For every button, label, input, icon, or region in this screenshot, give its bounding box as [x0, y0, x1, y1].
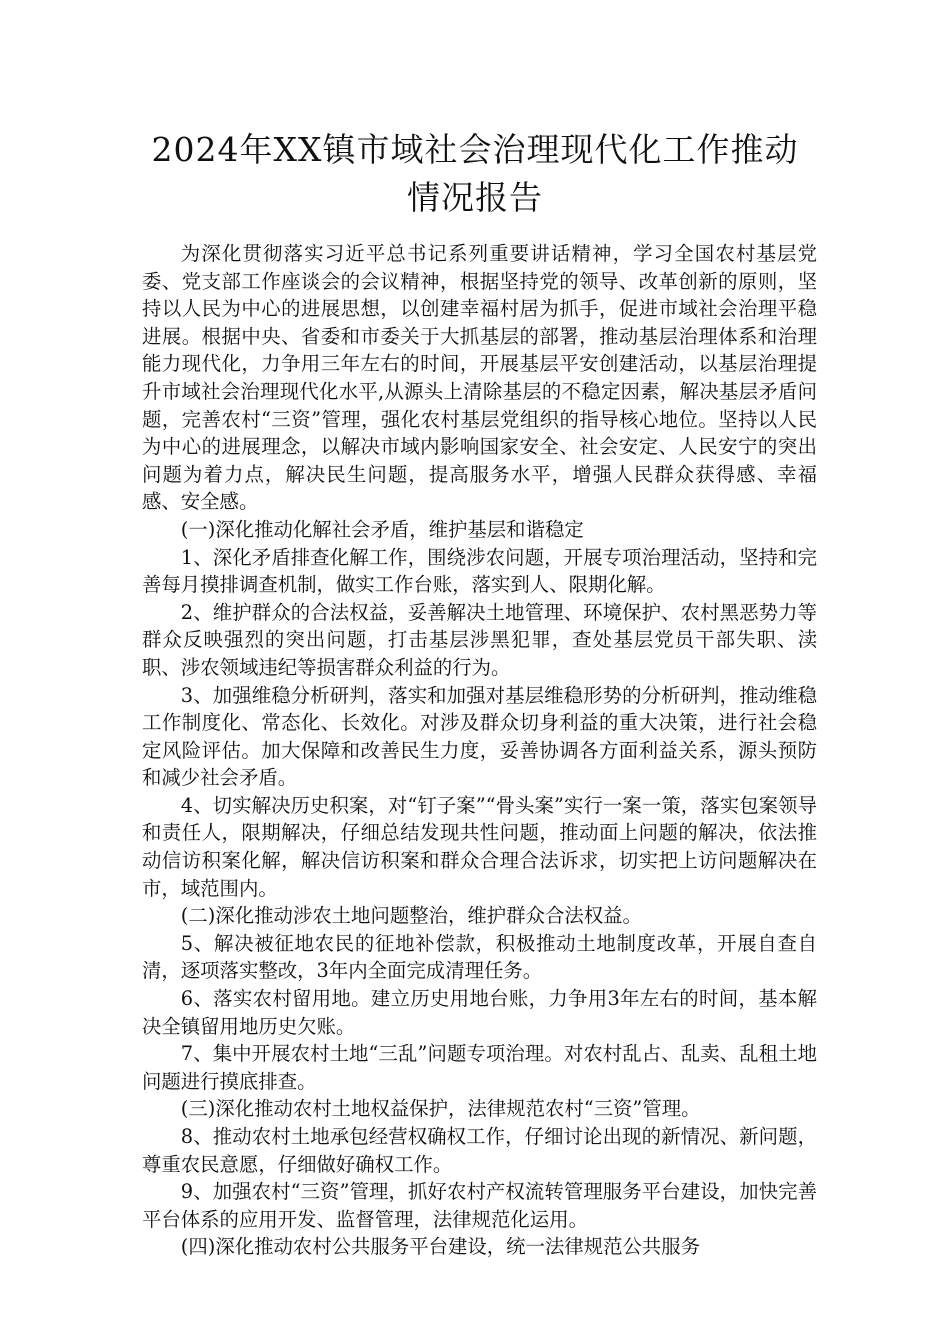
section-heading-3: (三)深化推动农村土地权益保护，法律规范农村“三资”管理。 [180, 1097, 701, 1121]
paragraph-intro: 为深化贯彻落实习近平总书记系列重要讲话精神，学习全国农村基层党委、党支部工作座谈会的会议精神，根据坚持党的领导、改革创新的原则，坚持以人民为中心的进展思想，以创建幸福村居为抓手，促进市域社会治理平稳进展。根据中央、省委和市委关于大抓基层的部署，推动基层治理体系和治理能力现代化，力争用三年左右的时间，开展基层平安创建活动，以基层治理提升市域社会治理现代化水平,从源头上清除基层的不稳定因素，解决基层矛盾问题，完善农村“三资”管理，强化农村基层党组织的指导核心地位。坚持以人民为中心的进展理念，以解决市域内影响国家安全、社会安定、人民安宁的突出问题为着力点，解决民生问题，提高服务水平，增强人民群众获得感、幸福感、安全感。 [142, 242, 817, 514]
paragraph-item-2: 2、维护群众的合法权益，妥善解决土地管理、环境保护、农村黑恶势力等群众反映强烈的突出问题，打击基层涉黑犯罪，查处基层党员干部失职、渎职、涉农领域违纪等损害群众利益的行为。 [142, 600, 817, 679]
paragraph-item-1: 1、深化矛盾排查化解工作，围绕涉农问题，开展专项治理活动，坚持和完善每月摸排调查机制，做实工作台账，落实到人、限期化解。 [142, 545, 817, 597]
section-heading-4: (四)深化推动农村公共服务平台建设，统一法律规范公共服务 [180, 1235, 701, 1259]
paragraph-item-8: 8、推动农村土地承包经营权确权工作，仔细讨论出现的新情况、新问题，尊重农民意愿，仔细做好确权工作。 [142, 1125, 817, 1176]
title-line-1: 2024年XX镇市域社会治理现代化工作推动 [151, 130, 799, 169]
section-heading-1: (一)深化推动化解社会矛盾，维护基层和谐稳定 [180, 517, 584, 541]
section-heading-2: (二)深化推动涉农土地问题整治，维护群众合法权益。 [180, 904, 642, 928]
document-body [142, 240, 817, 1261]
paragraph-item-6: 6、落实农村留用地。建立历史用地台账，力争用3年左右的时间，基本解决全镇留用地历史欠账。 [142, 987, 817, 1038]
paragraph-item-5: 5、解决被征地农民的征地补偿款，积极推动土地制度改革，开展自查自清，逐项落实整改，3年内全面完成清理任务。 [142, 931, 817, 983]
paragraph-item-7: 7、集中开展农村土地“三乱”问题专项治理。对农村乱占、乱卖、乱租土地问题进行摸底排查。 [142, 1042, 817, 1093]
title-line-2: 情况报告 [407, 178, 543, 217]
paragraph-item-3: 3、加强维稳分析研判，落实和加强对基层维稳形势的分析研判，推动维稳工作制度化、常态化、长效化。对涉及群众切身利益的重大决策，进行社会稳定风险评估。加大保障和改善民生力度，妥善协调各方面利益关系，源头预防和减少社会矛盾。 [142, 683, 817, 790]
paragraph-item-9: 9、加强农村“三资”管理，抓好农村产权流转管理服务平台建设，加快完善平台体系的应用开发、监督管理，法律规范化运用。 [142, 1180, 817, 1231]
document-title [130, 126, 820, 222]
paragraph-item-4: 4、切实解决历史积案，对“钉子案”“骨头案”实行一案一策，落实包案领导和责任人，限期解决，仔细总结发现共性问题，推动面上问题的解决，依法推动信访积案化解，解决信访积案和群众合理合法诉求，切实把上访问题解决在市，域范围内。 [142, 793, 817, 900]
